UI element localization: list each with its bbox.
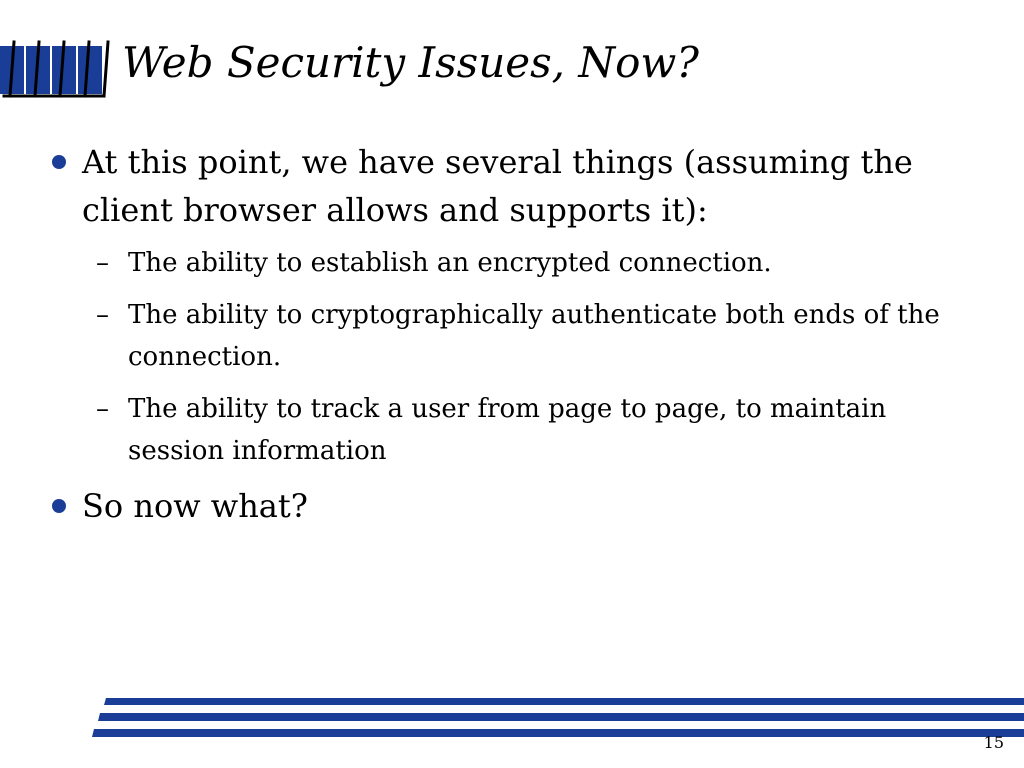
slide-title: Web Security Issues, Now?	[122, 38, 699, 87]
sub-bullet-text: The ability to establish an encrypted connection.	[128, 248, 772, 278]
sub-bullet-item	[82, 242, 984, 284]
slide-logo-mark	[0, 38, 112, 100]
footer-stripe-middle	[98, 713, 1024, 721]
sub-bullet-item	[82, 294, 984, 378]
bullet-text: At this point, we have several things (assuming the client browser allows and supports it):	[82, 143, 913, 229]
footer-stripe-bottom	[92, 729, 1024, 737]
footer-stripes	[0, 698, 1024, 740]
sub-bullet-text: The ability to cryptographically authenticate both ends of the connection.	[128, 300, 940, 372]
bullet-dot-icon	[52, 155, 66, 169]
page-number: 15	[983, 733, 1004, 752]
sub-bullet-dash: –	[96, 248, 109, 278]
sub-bullet-dash: –	[96, 394, 109, 424]
sub-bullet-dash: –	[96, 300, 109, 330]
bullet-text: So now what?	[82, 487, 308, 525]
sub-bullet-text: The ability to track a user from page to page, to maintain session information	[128, 394, 887, 466]
bullet-item	[44, 482, 984, 530]
sub-bullet-item	[82, 388, 984, 472]
footer-stripe-top	[104, 698, 1024, 705]
bullet-dot-icon	[52, 499, 66, 513]
bullet-item	[44, 138, 984, 234]
slide-content	[44, 138, 984, 538]
